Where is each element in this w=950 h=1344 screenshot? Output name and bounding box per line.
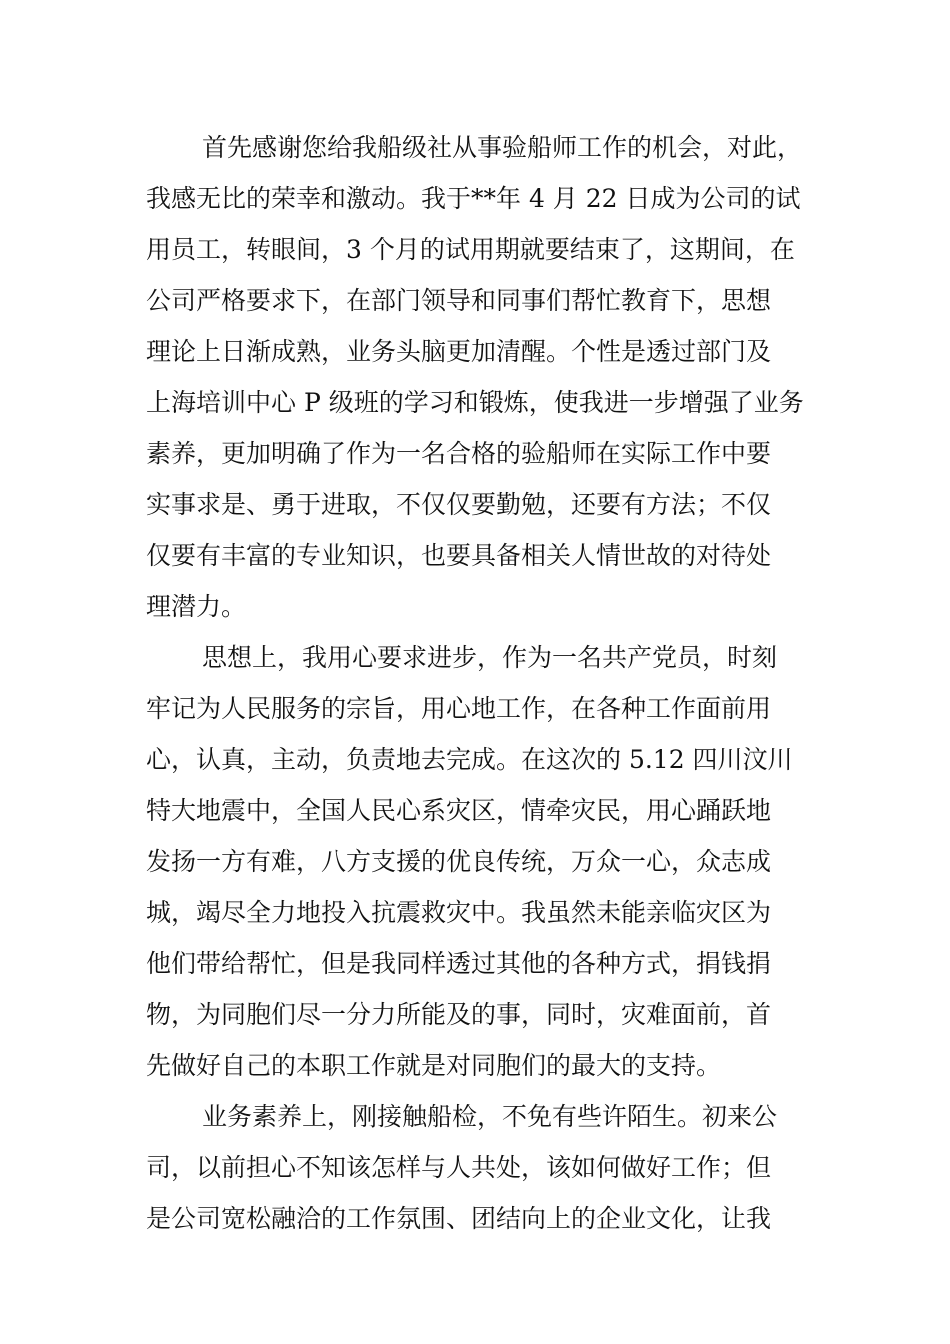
text-line: 城，竭尽全力地投入抗震救灾中。我虽然未能亲临灾区为	[146, 898, 772, 927]
text-line: 牢记为人民服务的宗旨，用心地工作，在各种工作面前用	[146, 694, 772, 723]
text-line: 用员工，转眼间，3 个月的试用期就要结束了，这期间，在	[146, 235, 795, 264]
text-line: 我感无比的荣幸和激动。我于**年 4 月 22 日成为公司的试	[146, 184, 801, 213]
text-line: 物，为同胞们尽一分力所能及的事，同时，灾难面前，首	[146, 1000, 772, 1029]
text-line: 司，以前担心不知该怎样与人共处，该如何做好工作；但	[146, 1153, 772, 1182]
text-line: 实事求是、勇于进取，不仅仅要勤勉，还要有方法；不仅	[146, 490, 772, 519]
text-line: 首先感谢您给我船级社从事验船师工作的机会，对此，	[202, 133, 803, 162]
text-line: 先做好自己的本职工作就是对同胞们的最大的支持。	[146, 1051, 722, 1080]
text-line: 理潜力。	[146, 592, 247, 621]
text-line: 特大地震中，全国人民心系灾区，情牵灾民，用心踊跃地	[146, 796, 772, 825]
text-line: 业务素养上，刚接触船检，不免有些许陌生。初来公	[202, 1102, 778, 1131]
text-line: 他们带给帮忙，但是我同样透过其他的各种方式，捐钱捐	[146, 949, 772, 978]
text-line: 心，认真，主动，负责地去完成。在这次的 5.12 四川汶川	[146, 745, 793, 774]
text-line: 仅要有丰富的专业知识，也要具备相关人情世故的对待处	[146, 541, 772, 570]
body-text	[146, 122, 810, 1244]
text-line: 思想上，我用心要求进步，作为一名共产党员，时刻	[202, 643, 778, 672]
text-line: 是公司宽松融洽的工作氛围、团结向上的企业文化，让我	[146, 1204, 772, 1233]
text-line: 公司严格要求下，在部门领导和同事们帮忙教育下，思想	[146, 286, 772, 315]
text-line: 发扬一方有难，八方支援的优良传统，万众一心，众志成	[146, 847, 772, 876]
text-line: 理论上日渐成熟，业务头脑更加清醒。个性是透过部门及	[146, 337, 772, 366]
text-line: 素养，更加明确了作为一名合格的验船师在实际工作中要	[146, 439, 772, 468]
text-line: 上海培训中心 P 级班的学习和锻炼，使我进一步增强了业务	[146, 388, 804, 417]
